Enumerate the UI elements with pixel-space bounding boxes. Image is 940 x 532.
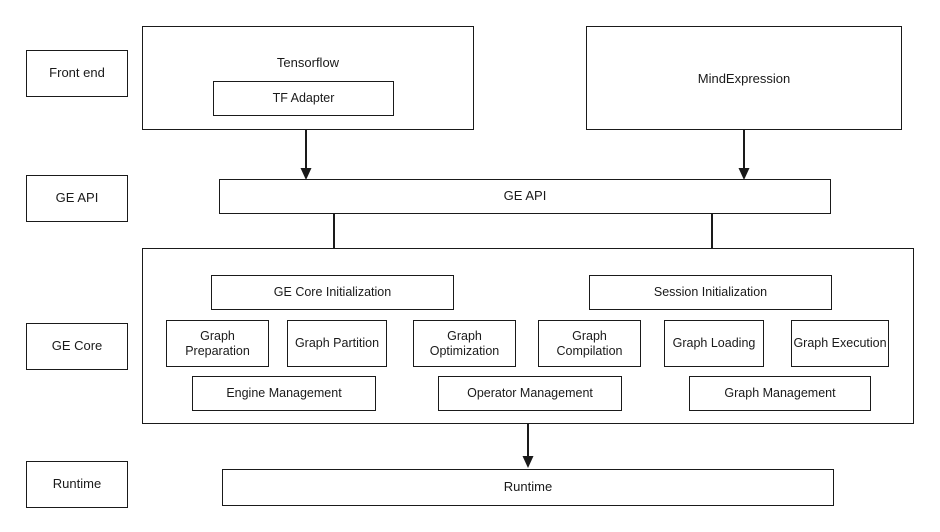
layer-label-ge-core <box>26 323 128 370</box>
graph-loading-label: Graph Loading <box>672 336 756 350</box>
graph-optimization-label: Graph Optimization <box>429 328 500 358</box>
ge-core-initialization-label: GE Core Initialization <box>273 285 392 299</box>
operator-management-box <box>438 376 622 411</box>
graph-partition-box <box>287 320 387 367</box>
layer-label-front-end-text: Front end <box>49 65 105 81</box>
graph-management-box <box>689 376 871 411</box>
tensorflow-title: Tensorflow <box>276 55 340 70</box>
operator-management-label: Operator Management <box>467 386 593 400</box>
runtime-bar-label: Runtime <box>503 479 553 495</box>
layer-label-ge-api-text: GE API <box>55 190 99 206</box>
graph-optimization-box <box>413 320 516 367</box>
graph-partition-label: Graph Partition <box>294 336 380 350</box>
graph-loading-box <box>664 320 764 367</box>
arrow-mindexpression-to-ge-api <box>734 130 754 182</box>
ge-api-bar-label: GE API <box>503 188 547 204</box>
session-initialization-box <box>589 275 832 310</box>
graph-preparation-box <box>166 320 269 367</box>
tf-adapter-box <box>213 81 394 116</box>
layer-label-runtime <box>26 461 128 508</box>
mindexpression-title: MindExpression <box>697 71 791 86</box>
arrow-ge-core-to-runtime <box>518 424 538 470</box>
graph-preparation-label: Graph Preparation <box>185 328 250 358</box>
session-initialization-label: Session Initialization <box>653 285 768 299</box>
arrow-tensorflow-to-ge-api <box>296 130 316 182</box>
engine-management-box <box>192 376 376 411</box>
ge-core-initialization-box <box>211 275 454 310</box>
layer-label-front-end <box>26 50 128 97</box>
graph-compilation-label: Graph Compilation <box>556 328 623 358</box>
engine-management-label: Engine Management <box>226 386 342 400</box>
graph-management-label: Graph Management <box>724 386 836 400</box>
tf-adapter-label: TF Adapter <box>272 91 335 105</box>
ge-api-bar <box>219 179 831 214</box>
graph-execution-box <box>791 320 889 367</box>
layer-label-runtime-text: Runtime <box>52 476 102 492</box>
layer-label-ge-core-text: GE Core <box>51 338 103 354</box>
graph-execution-label: Graph Execution <box>793 336 887 350</box>
layer-label-ge-api <box>26 175 128 222</box>
graph-compilation-box <box>538 320 641 367</box>
runtime-bar <box>222 469 834 506</box>
